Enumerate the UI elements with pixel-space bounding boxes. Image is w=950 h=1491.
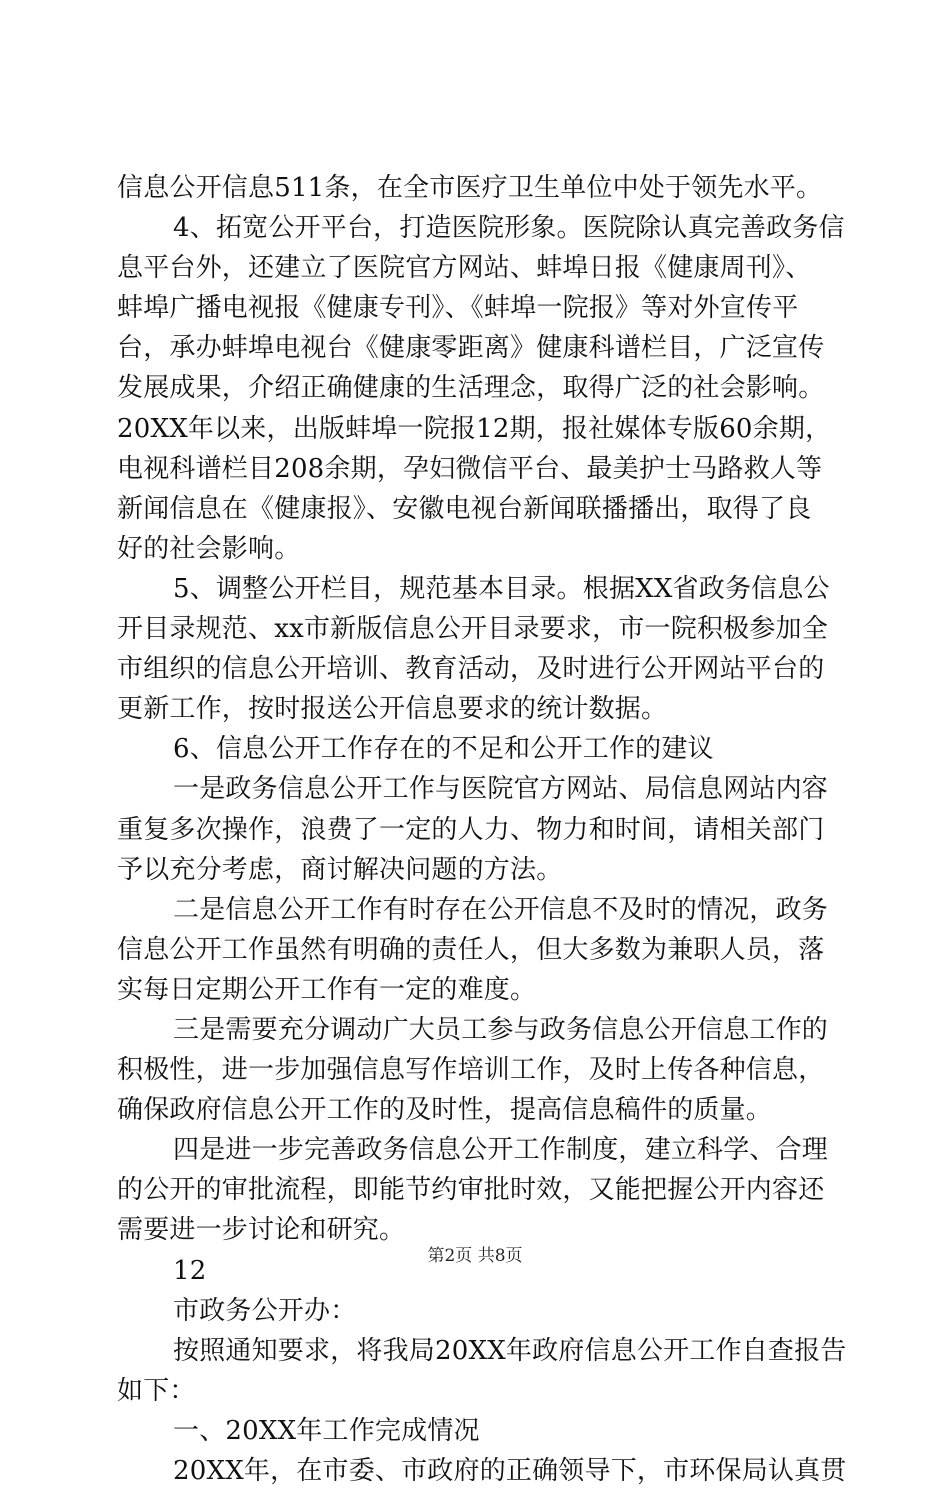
text-line: 如下：: [117, 1375, 196, 1406]
text-line: 信息公开工作虽然有明确的责任人，但大多数为兼职人员，落: [117, 934, 825, 965]
text-line: 台，承办蚌埠电视台《健康零距离》健康科谱栏目，广泛宣传: [117, 333, 825, 364]
text-line: 好的社会影响。: [117, 533, 301, 564]
text-line: 12: [173, 1255, 207, 1286]
text-line: 按照通知要求，将我局20XX年政府信息公开工作自查报告: [173, 1335, 847, 1366]
text-line: 开目录规范、xx市新版信息公开目录要求，市一院积极参加全: [117, 614, 828, 645]
text-line: 更新工作，按时报送公开信息要求的统计数据。: [117, 694, 668, 725]
text-line: 二是信息公开工作有时存在公开信息不及时的情况，政务: [173, 894, 829, 925]
text-line: 确保政府信息公开工作的及时性，提高信息稿件的质量。: [117, 1095, 773, 1126]
text-line: 电视科谱栏目208余期，孕妇微信平台、最美护士马路救人等: [117, 453, 823, 484]
text-line: 需要进一步讨论和研究。: [117, 1215, 406, 1246]
text-line: 信息公开信息511条，在全市医疗卫生单位中处于领先水平。: [117, 173, 823, 203]
text-line: 6、信息公开工作存在的不足和公开工作的建议: [173, 734, 714, 765]
text-line: 息平台外，还建立了医院官方网站、蚌埠日报《健康周刊》、: [117, 253, 812, 284]
text-line: 一是政务信息公开工作与医院官方网站、局信息网站内容: [173, 774, 829, 805]
text-line: 20XX年以来，出版蚌埠一院报12期，报社媒体专版60余期，: [117, 413, 832, 444]
text-line: 积极性，进一步加强信息写作培训工作，及时上传各种信息，: [117, 1055, 825, 1086]
text-line: 市政务公开办：: [173, 1295, 357, 1326]
text-line: 三是需要充分调动广大员工参与政务信息公开信息工作的: [173, 1014, 829, 1045]
text-line: 市组织的信息公开培训、教育活动，及时进行公开网站平台的: [117, 654, 825, 685]
text-line: 实每日定期公开工作有一定的难度。: [117, 974, 537, 1005]
document-body: [117, 168, 847, 1491]
text-line: 4、拓宽公开平台，打造医院形象。医院除认真完善政务信: [173, 213, 845, 244]
text-line: 发展成果，介绍正确健康的生活理念，取得广泛的社会影响。: [117, 373, 825, 404]
text-line: 蚌埠广播电视报《健康专刊》、《蚌埠一院报》等对外宣传平: [117, 293, 799, 324]
text-line: 5、调整公开栏目，规范基本目录。根据XX省政务信息公: [173, 573, 830, 604]
text-line: 一、20XX年工作完成情况: [173, 1415, 480, 1446]
text-line: 予以充分考虑，商讨解决问题的方法。: [117, 854, 563, 885]
text-line: 20XX年，在市委、市政府的正确领导下，市环保局认真贯: [173, 1456, 847, 1486]
text-line: 重复多次操作，浪费了一定的人力、物力和时间，请相关部门: [117, 814, 825, 845]
page-footer: 第2页 共8页: [427, 1246, 523, 1266]
text-line: 的公开的审批流程，即能节约审批时效，又能把握公开内容还: [117, 1175, 825, 1206]
text-line: 四是进一步完善政务信息公开工作制度，建立科学、合理: [173, 1135, 829, 1166]
text-line: 新闻信息在《健康报》、安徽电视台新闻联播播出，取得了良: [117, 493, 812, 524]
